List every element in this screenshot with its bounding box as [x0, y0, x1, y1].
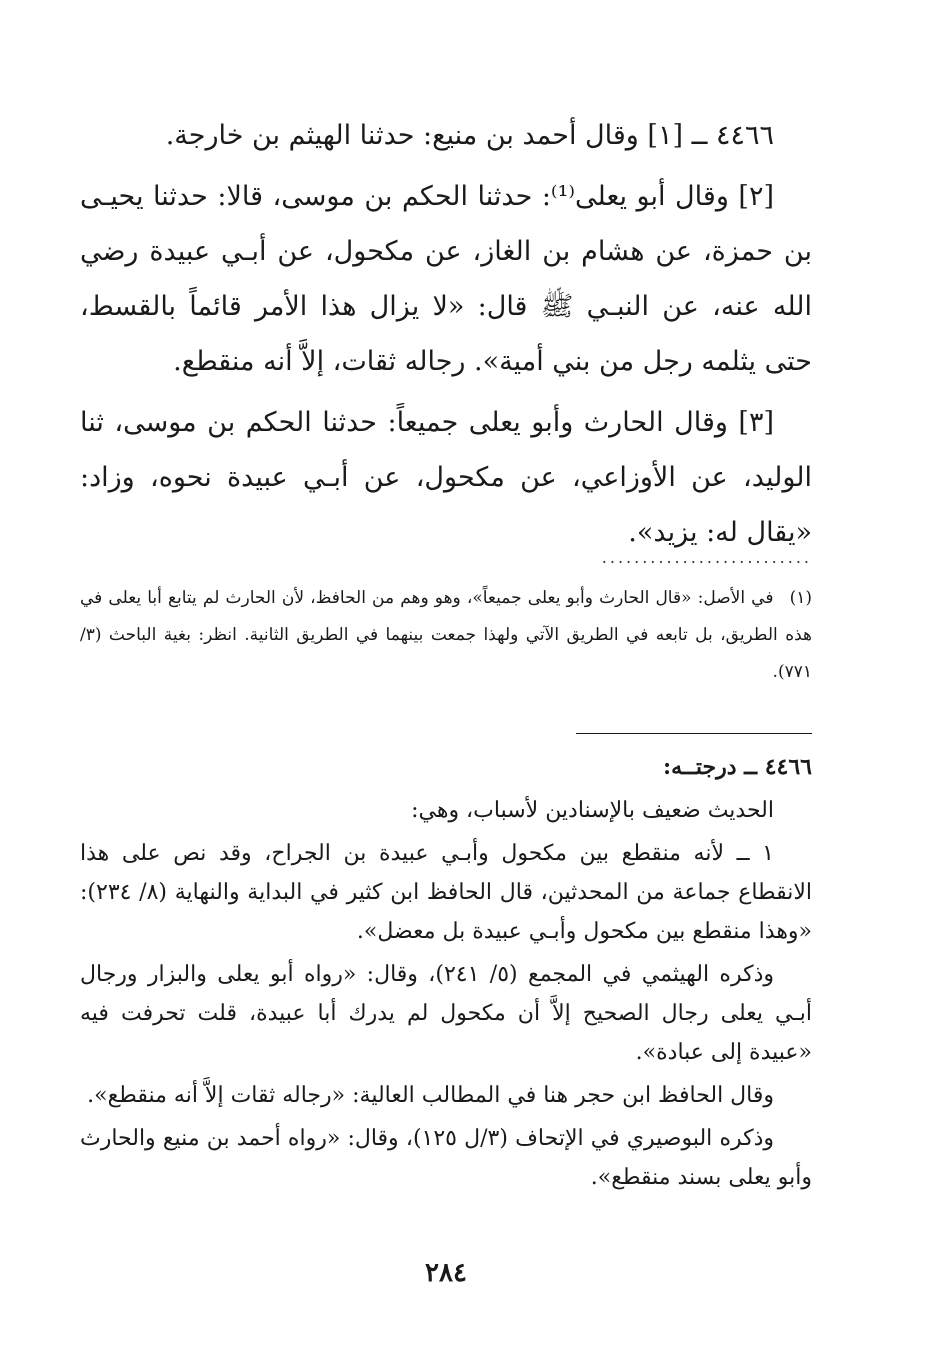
hadith-paragraph-1: ٤٤٦٦ ــ [١] وقال أحمد بن منيع: حدثنا الهيثم بن خارجة. — [165, 120, 774, 151]
footnotes — [80, 580, 812, 691]
page-number: ٢٨٤ — [425, 1258, 467, 1288]
commentary — [80, 748, 812, 1201]
commentary-heading: ٤٤٦٦ ــ درجتــه: — [663, 754, 812, 780]
commentary-paragraph: وذكره الهيثمي في المجمع (٥/ ٢٤١)، وقال: «رواه أبو يعلى والبزار ورجال أبـي يعلى رجال الصحيح إلاَّ أن مكحول لم يدرك أبا عبيدة، قلت تحرفت فيه «عبيدة إلى عبادة». — [80, 962, 812, 1065]
footnote-marker: (١) — [789, 588, 813, 608]
commentary-paragraph: ١ ــ لأنه منقطع بين مكحول وأبـي عبيدة بن الجراح، وقد نص على هذا الانقطاع جماعة من المحدثين، قال الحافظ ابن كثير في البداية والنهاية (٨/ ٢٣٤): «وهذا منقطع بين مكحول وأبـي عبيدة بل معضل». — [80, 841, 812, 944]
commentary-paragraph: الحديث ضعيف بالإسنادين لأسباب، وهي: — [411, 798, 774, 823]
main-text — [80, 108, 812, 566]
document-page — [80, 0, 812, 1372]
hadith-paragraph-2: [٢] وقال أبو يعلى⁽¹⁾: حدثنا الحكم بن موسى، قالا: حدثنا يحيـى بن حمزة، عن هشام بن الغاز، عن مكحول، عن أبـي عبيدة رضي الله عنه، عن النبـي ﷺ قال: «لا يزال هذا الأمر قائماً بالقسط، حتى يثلمه رجل من بني أمية». رجاله ثقات، إلاَّ أنه منقطع. — [80, 181, 812, 377]
hadith-paragraph-3: [٣] وقال الحارث وأبو يعلى جميعاً: حدثنا الحكم بن موسى، ثنا الوليد، عن الأوزاعي، عن مكحول، عن أبـي عبيدة نحوه، وزاد: «يقال له: يزيد». — [80, 407, 812, 548]
section-divider — [576, 733, 812, 734]
footnote-separator-dots: .......................... — [601, 548, 812, 567]
footnote-item — [80, 580, 812, 691]
commentary-paragraph: وذكره البوصيري في الإتحاف (٣/ل ١٢٥)، وقال: «رواه أحمد بن منيع والحارث وأبو يعلى بسند منقطع». — [80, 1126, 812, 1190]
commentary-paragraph: وقال الحافظ ابن حجر هنا في المطالب العالية: «رجاله ثقات إلاَّ أنه منقطع». — [87, 1083, 774, 1108]
footnote-text: في الأصل: «قال الحارث وأبو يعلى جميعاً»، وهو وهم من الحافظ، لأن الحارث لم يتابع أبا يعلى في هذه الطريق، بل تابعه في الطريق الآتي ولهذا جمعت بينهما في الطريق الثانية. انظر: بغية الباحث (٣/ ٧٧١). — [80, 588, 812, 682]
